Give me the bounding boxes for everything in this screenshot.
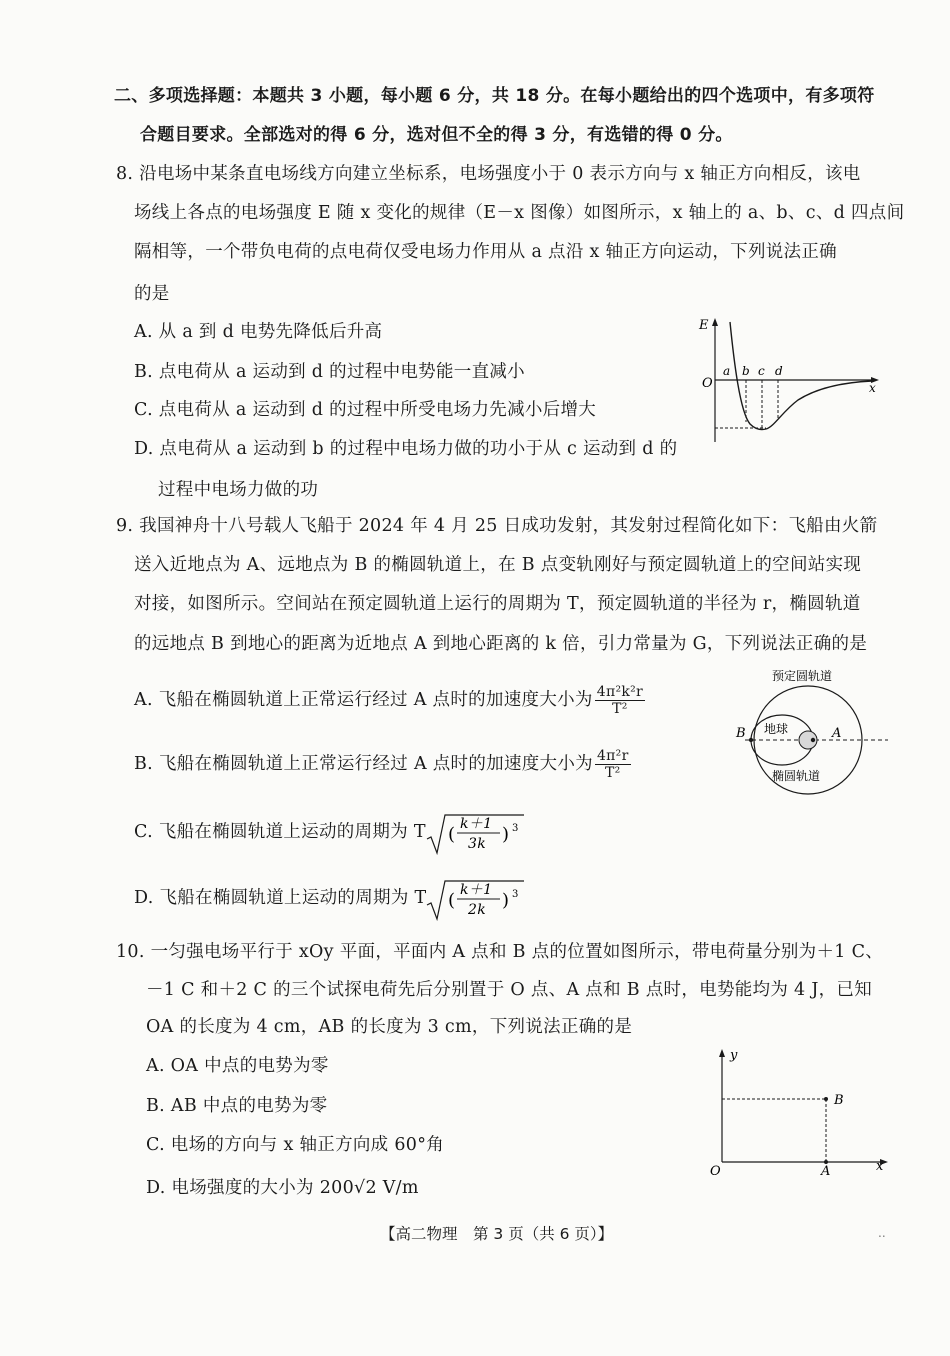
q9-option-a-text: A. 飞船在椭圆轨道上正常运行经过 A 点时的加速度大小为 xyxy=(134,690,593,710)
point-a-label: a xyxy=(723,364,731,378)
q8-stem-line3: 隔相等，一个带负电荷的点电荷仅受电场力作用从 a 点沿 x 轴正方向运动，下列说法正确 xyxy=(134,242,837,262)
q8-option-c: C. 点电荷从 a 运动到 d 的过程中所受电场力先减小后增大 xyxy=(134,400,597,420)
q10-stem-line2: －1 C 和＋2 C 的三个试探电荷先后分别置于 O 点、A 点和 B 点时，电势能均为 4 J，已知 xyxy=(146,980,873,1000)
paren-open: ( xyxy=(447,823,456,845)
point-a-dot xyxy=(811,738,815,742)
origin-label: O xyxy=(710,1164,721,1179)
e-axis-arrow xyxy=(712,318,718,326)
q9-stem-line2: 送入近地点为 A、远地点为 B 的椭圆轨道上，在 B 点变轨刚好与预定圆轨道上的空间站实现 xyxy=(134,555,862,575)
q10-option-d: D. 电场强度的大小为 200√2 V/m xyxy=(146,1178,419,1198)
q9-option-d-denominator: 2k xyxy=(468,901,487,918)
paren-close: ) xyxy=(502,889,510,911)
q9-option-b-numerator: 4π²r xyxy=(596,748,629,764)
q8-option-d-line1: D. 点电荷从 a 运动到 b 的过程中电场力做的功小于从 c 运动到 d 的 xyxy=(134,439,678,459)
q9-option-c-denominator: 3k xyxy=(467,835,486,852)
point-a-label: A xyxy=(832,726,842,741)
q9-orbit-diagram xyxy=(725,660,890,800)
point-d-label: d xyxy=(775,364,783,378)
q9-option-a-denominator: T² xyxy=(612,701,628,717)
earth-label: 地球 xyxy=(764,722,789,736)
cube-exponent: 3 xyxy=(512,888,520,900)
q8-stem-line2: 场线上各点的电场强度 E 随 x 变化的规律（E－x 图像）如图所示，x 轴上的 a、b、c、d 四点间 xyxy=(134,203,905,223)
q10-option-b: B. AB 中点的电势为零 xyxy=(146,1096,328,1116)
x-axis-label: x xyxy=(876,1159,884,1174)
q9-option-d-sqrt xyxy=(426,876,526,921)
q9-option-c-text: C. 飞船在椭圆轨道上运动的周期为 T xyxy=(134,822,426,842)
q8-option-b: B. 点电荷从 a 运动到 d 的过程中电势能一直减小 xyxy=(134,362,525,382)
q8-stem-line1: 8. 沿电场中某条直电场线方向建立坐标系，电场强度小于 0 表示方向与 x 轴正方向相反，该电 xyxy=(116,164,861,184)
q9-option-c xyxy=(134,810,526,855)
y-axis-label: y xyxy=(730,1048,738,1063)
q9-stem-line3: 对接，如图所示。空间站在预定圆轨道上运行的周期为 T，预定圆轨道的半径为 r，椭圆轨道 xyxy=(134,594,861,614)
point-b-dot xyxy=(749,738,753,742)
q10-stem-line3: OA 的长度为 4 cm，AB 的长度为 3 cm，下列说法正确的是 xyxy=(146,1017,633,1037)
point-c-label: c xyxy=(758,364,765,378)
sqrt-sign xyxy=(426,877,526,921)
point-a-label: A xyxy=(821,1164,831,1179)
point-b-label: B xyxy=(736,726,746,741)
paren-open: ( xyxy=(448,889,456,911)
origin-label: O xyxy=(702,376,713,391)
q8-option-d-line2: 过程中电场力做的功 xyxy=(158,480,319,500)
section-heading-line2: 合题目要求。全部选对的得 6 分，选对但不全的得 3 分，有选错的得 0 分。 xyxy=(140,125,733,145)
q9-option-a-numerator: 4π²k²r xyxy=(596,684,644,700)
q10-stem-line1: 10. 一匀强电场平行于 xOy 平面，平面内 A 点和 B 点的位置如图所示，带电荷量分别为＋1 C、 xyxy=(116,942,884,962)
point-b-label: B xyxy=(834,1093,844,1108)
e-x-curve xyxy=(730,322,872,429)
point-b-label: b xyxy=(742,364,750,378)
q9-option-d-text: D. 飞船在椭圆轨道上运动的周期为 T xyxy=(134,888,427,908)
q8-option-a: A. 从 a 到 d 电势先降低后升高 xyxy=(134,322,383,342)
q9-stem-line1: 9. 我国神舟十八号载人飞船于 2024 年 4 月 25 日成功发射，其发射过程简化如下：飞船由火箭 xyxy=(116,516,878,536)
q8-stem-line4: 的是 xyxy=(134,284,170,304)
q9-option-d-numerator: k＋1 xyxy=(460,881,493,898)
x-axis-label: x xyxy=(869,381,876,395)
elliptical-orbit-label: 椭圆轨道 xyxy=(772,769,821,783)
q9-option-c-numerator: k＋1 xyxy=(459,815,493,832)
q9-option-a-fraction xyxy=(595,684,645,717)
q9-option-b-denominator: T² xyxy=(604,765,621,781)
q9-option-c-sqrt xyxy=(426,810,526,855)
paren-close: ) xyxy=(501,823,510,845)
point-b-dot xyxy=(824,1097,828,1101)
q9-option-a xyxy=(134,680,645,720)
y-axis-arrow xyxy=(719,1049,725,1057)
cube-exponent: 3 xyxy=(511,822,519,834)
q9-option-b-text: B. 飞船在椭圆轨道上正常运行经过 A 点时的加速度大小为 xyxy=(134,754,593,774)
q10-option-c: C. 电场的方向与 x 轴正方向成 60°角 xyxy=(146,1135,445,1155)
corner-mark: .. xyxy=(878,1226,886,1240)
e-axis-label: E xyxy=(699,318,709,333)
q8-e-x-graph xyxy=(690,312,890,452)
circular-orbit-label: 预定圆轨道 xyxy=(772,669,833,683)
q9-option-d xyxy=(134,876,526,921)
q9-stem-line4: 的远地点 B 到地心的距离为近地点 A 到地心距离的 k 倍，引力常量为 G，下列说法正确的是 xyxy=(134,634,868,654)
q10-option-a: A. OA 中点的电势为零 xyxy=(146,1056,329,1076)
sqrt-sign xyxy=(426,811,526,855)
section-heading-line1: 二、多项选择题：本题共 3 小题，每小题 6 分，共 18 分。在每小题给出的四个选项中，有多项符 xyxy=(114,86,875,106)
q9-option-b-fraction xyxy=(595,748,631,781)
page-footer: 【高二物理 第 3 页（共 6 页）】 xyxy=(380,1225,614,1243)
q9-option-b xyxy=(134,744,631,784)
q10-coordinate-diagram xyxy=(700,1042,895,1182)
